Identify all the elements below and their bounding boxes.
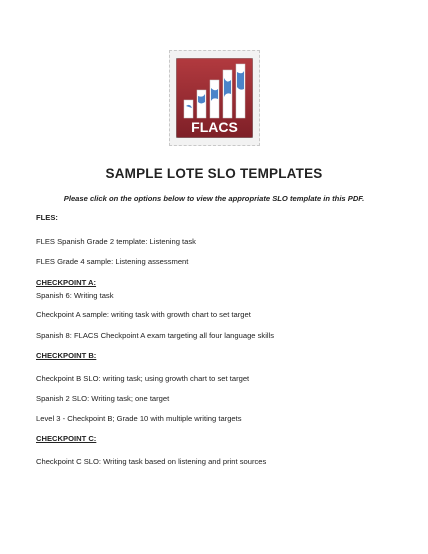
link-spanish-8[interactable]: Spanish 8: FLACS Checkpoint A exam targeting all four language skills — [36, 331, 275, 340]
link-checkpoint-c-slo[interactable]: Checkpoint C SLO: Writing task based on listening and print sources — [36, 457, 267, 466]
link-fles-spanish-grade2[interactable]: FLES Spanish Grade 2 template: Listening task — [36, 237, 196, 246]
logo-text: FLACS — [191, 119, 238, 135]
link-checkpoint-b-slo[interactable]: Checkpoint B SLO: writing task; using growth chart to set target — [36, 374, 250, 383]
page-title: SAMPLE LOTE SLO TEMPLATES — [105, 166, 323, 181]
link-fles-grade4[interactable]: FLES Grade 4 sample: Listening assessment — [36, 257, 189, 266]
section-heading-checkpoint-c: CHECKPOINT C: — [36, 434, 97, 443]
link-spanish-2-slo[interactable]: Spanish 2 SLO: Writing task; one target — [36, 394, 170, 403]
flacs-logo — [169, 50, 260, 146]
link-level-3-checkpoint-b[interactable]: Level 3 - Checkpoint B; Grade 10 with multiple writing targets — [36, 414, 242, 423]
page-subtitle: Please click on the options below to view the appropriate SLO template in this PDF. — [63, 194, 365, 203]
section-heading-fles: FLES: — [36, 213, 58, 222]
link-spanish-6[interactable]: Spanish 6: Writing task — [36, 291, 114, 300]
flacs-logo-icon — [176, 58, 253, 138]
section-heading-checkpoint-a: CHECKPOINT A: — [36, 278, 97, 287]
section-heading-checkpoint-b: CHECKPOINT B: — [36, 351, 97, 360]
link-checkpoint-a-sample[interactable]: Checkpoint A sample: writing task with growth chart to set target — [36, 310, 251, 319]
